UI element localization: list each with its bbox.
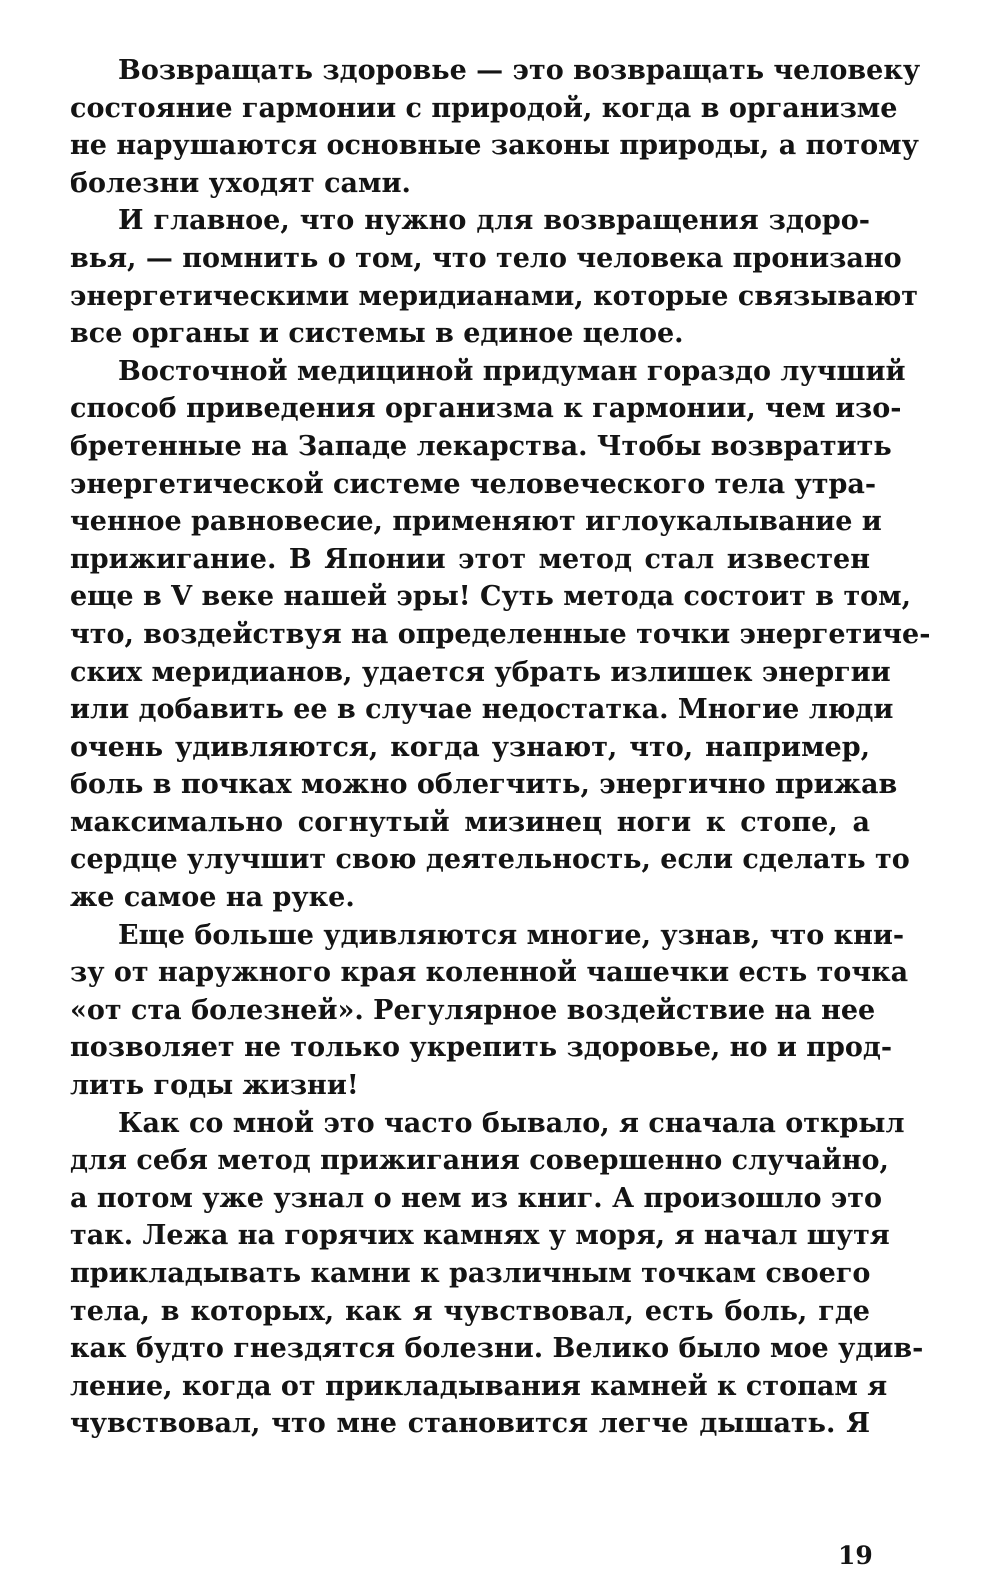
page-body <box>70 52 931 1443</box>
text-line: что, воздействуя на определенные точки энергетиче- <box>70 618 931 650</box>
text-line: все органы и системы в единое целое. <box>70 318 684 350</box>
paragraph-2 <box>70 202 918 352</box>
text-line: позволяет не только укрепить здоровье, но и прод- <box>70 1032 893 1064</box>
text-line: сердце улучшит свою деятельность, если сделать то <box>70 844 910 876</box>
text-line: очень удивляются, когда узнают, что, например, <box>70 731 870 763</box>
text-line: энергетическими меридианами, которые связывают <box>70 280 918 312</box>
text-line: максимально согнутый мизинец ноги к стопе, а <box>70 806 870 838</box>
text-line: прижигание. В Японии этот метод стал известен <box>70 543 870 575</box>
text-line: Как со мной это часто бывало, я сначала открыл <box>118 1107 905 1139</box>
text-line: а потом уже узнал о нем из книг. А произошло это <box>70 1182 883 1214</box>
text-line: способ приведения организма к гармонии, чем изо- <box>70 393 902 425</box>
text-line: тела, в которых, как я чувствовал, есть боль, где <box>70 1295 870 1327</box>
text-line: еще в V веке нашей эры! Суть метода состоит в том, <box>70 581 912 613</box>
text-line: чувствовал, что мне становится легче дышать. Я <box>70 1408 870 1440</box>
paragraph-4 <box>70 917 909 1105</box>
text-line: зу от наружного края коленной чашечки есть точка <box>70 957 909 989</box>
text-line: И главное, что нужно для возвращения здоро- <box>118 205 870 237</box>
text-line: же самое на руке. <box>70 882 355 914</box>
text-line: «от ста болезней». Регулярное воздействие на нее <box>70 994 876 1026</box>
text-line: Еще больше удивляются многие, узнав, что кни- <box>118 919 905 951</box>
text-line: так. Лежа на горячих камнях у моря, я начал шутя <box>70 1220 890 1252</box>
text-line: как будто гнездятся болезни. Велико было мое удив- <box>70 1333 924 1365</box>
text-line: вья, — помнить о том, что тело человека пронизано <box>70 242 902 274</box>
text-line: ских меридианов, удается убрать излишек энергии <box>70 656 891 688</box>
paragraph-1 <box>70 52 921 202</box>
text-line: лить годы жизни! <box>70 1070 359 1102</box>
text-line: не нарушаются основные законы природы, а потому <box>70 130 919 162</box>
text-line: прикладывать камни к различным точкам своего <box>70 1258 871 1289</box>
text-line: состояние гармонии с природой, когда в организме <box>70 92 898 124</box>
text-line: болезни уходят сами. <box>70 167 411 199</box>
text-line: Восточной медициной придуман гораздо лучший <box>118 355 906 387</box>
page-number: 19 <box>838 1541 873 1570</box>
paragraph-5 <box>70 1105 924 1443</box>
text-line: или добавить ее в случае недостатка. Многие люди <box>70 694 894 726</box>
text-line: боль в почках можно облегчить, энергично прижав <box>70 769 898 801</box>
text-line: Возвращать здоровье — это возвращать человеку <box>118 55 921 86</box>
text-line: энергетической системе человеческого тела утра- <box>70 468 877 500</box>
text-line: бретенные на Западе лекарства. Чтобы возвратить <box>70 430 892 462</box>
paragraph-3 <box>70 353 931 917</box>
text-line: для себя метод прижигания совершенно случайно, <box>70 1145 889 1177</box>
text-line: ченное равновесие, применяют иглоукалывание и <box>70 506 882 538</box>
text-line: ление, когда от прикладывания камней к стопам я <box>70 1370 888 1402</box>
